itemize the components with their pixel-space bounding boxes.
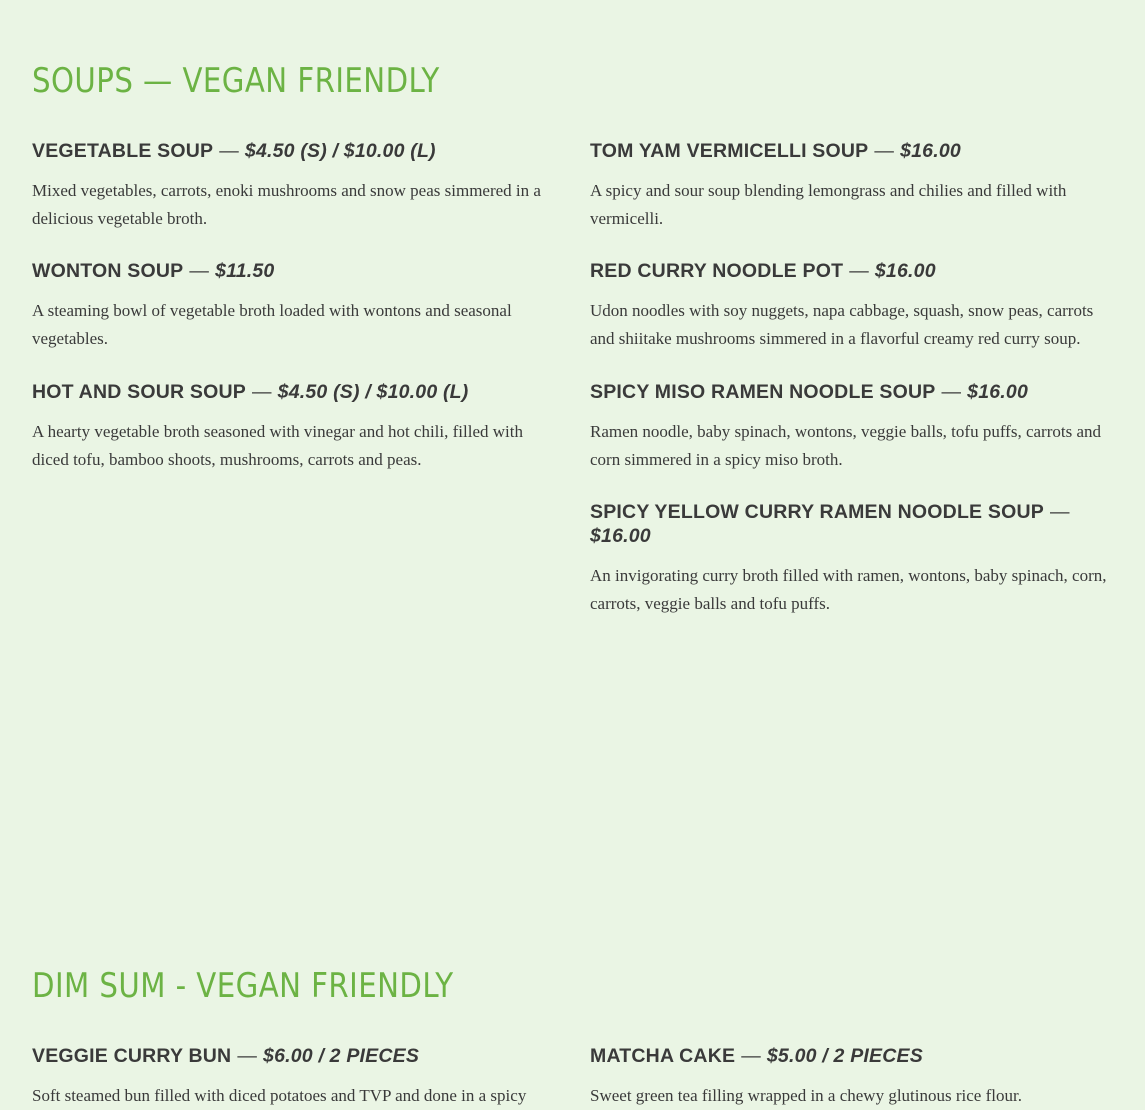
menu-item-description: Soft steamed bun filled with diced potatoes and TVP and done in a spicy	[32, 1086, 527, 1105]
menu-item-dash: —	[189, 260, 210, 282]
menu-item-dash: —	[741, 1045, 761, 1067]
menu-item	[32, 259, 555, 352]
menu-item-price: $4.50 (S) / $10.00 (L)	[277, 381, 469, 403]
menu-item-heading	[590, 380, 1113, 404]
menu-item-name: TOM YAM VERMICELLI SOUP	[590, 140, 869, 162]
menu-item-name: WONTON SOUP	[32, 260, 184, 282]
menu-item-dash: —	[941, 381, 962, 403]
menu-item-name: SPICY YELLOW CURRY RAMEN NOODLE SOUP	[590, 501, 1044, 523]
menu-item-description: A hearty vegetable broth seasoned with vinegar and hot chili, filled with diced tofu, bamboo shoots, mushrooms, carrots and peas.	[32, 422, 523, 469]
menu-item-dash: —	[237, 1045, 258, 1067]
menu-item-name: VEGETABLE SOUP	[32, 140, 214, 162]
menu-item-description: Ramen noodle, baby spinach, wontons, veggie balls, tofu puffs, carrots and corn simmered in a spicy miso broth.	[590, 422, 1101, 469]
menu-item-dash: —	[849, 260, 869, 282]
menu-item-price: $5.00 / 2 PIECES	[766, 1045, 923, 1067]
menu-item	[590, 380, 1113, 473]
menu-item-description: Udon noodles with soy nuggets, napa cabbage, squash, snow peas, carrots and shiitake mushrooms simmered in a flavorful creamy red curry soup.	[590, 301, 1094, 348]
menu-item-description: A steaming bowl of vegetable broth loaded with wontons and seasonal vegetables.	[32, 301, 512, 348]
menu-item-heading	[32, 380, 555, 404]
section-title-dimsum: DIM SUM - VEGAN FRIENDLY	[32, 966, 454, 1006]
menu-item-description: A spicy and sour soup blending lemongrass and chilies and filled with vermicelli.	[590, 181, 1067, 228]
menu-item-description: An invigorating curry broth filled with ramen, wontons, baby spinach, corn, carrots, veggie balls and tofu puffs.	[590, 566, 1107, 613]
menu-item-dash: —	[1049, 501, 1070, 523]
menu-item-heading	[32, 1044, 555, 1068]
menu-item-price: $16.00	[874, 260, 936, 282]
menu-item-name: VEGGIE CURRY BUN	[32, 1045, 232, 1067]
menu-item-price: $11.50	[215, 260, 275, 282]
menu-item-price: $16.00	[967, 381, 1028, 403]
menu-item-name: HOT AND SOUR SOUP	[32, 381, 246, 403]
menu-item-price: $16.00	[590, 525, 651, 547]
menu-item-name: SPICY MISO RAMEN NOODLE SOUP	[590, 381, 936, 403]
menu-item-heading	[32, 139, 555, 163]
menu-item-heading	[590, 500, 1113, 548]
menu-item-heading	[590, 259, 1113, 283]
menu-item	[32, 380, 555, 473]
section-title-soups: SOUPS — VEGAN FRIENDLY	[32, 61, 440, 101]
menu-item-description: Sweet green tea filling wrapped in a chewy glutinous rice flour.	[590, 1086, 1022, 1105]
menu-item-price: $16.00	[900, 140, 961, 162]
menu-item	[590, 259, 1113, 352]
menu-item-heading	[590, 1044, 1113, 1068]
soups-section	[32, 61, 1113, 101]
menu-item-heading	[590, 139, 1113, 163]
menu-item	[590, 139, 1113, 232]
dimsum-section	[32, 966, 1113, 1006]
menu-item-price: $4.50 (S) / $10.00 (L)	[244, 140, 436, 162]
menu-item	[590, 500, 1113, 617]
menu-item-description: Mixed vegetables, carrots, enoki mushrooms and snow peas simmered in a delicious vegetable broth.	[32, 181, 541, 228]
menu-item-dash: —	[874, 140, 895, 162]
menu-item	[32, 1044, 555, 1110]
menu-item-name: RED CURRY NOODLE POT	[590, 260, 844, 282]
menu-item	[32, 139, 555, 232]
menu-item-price: $6.00 / 2 PIECES	[263, 1045, 420, 1067]
menu-item-dash: —	[251, 381, 272, 403]
menu-item	[590, 1044, 1113, 1110]
menu-item-dash: —	[219, 140, 239, 162]
menu-item-name: MATCHA CAKE	[590, 1045, 736, 1067]
menu-item-heading	[32, 259, 555, 283]
